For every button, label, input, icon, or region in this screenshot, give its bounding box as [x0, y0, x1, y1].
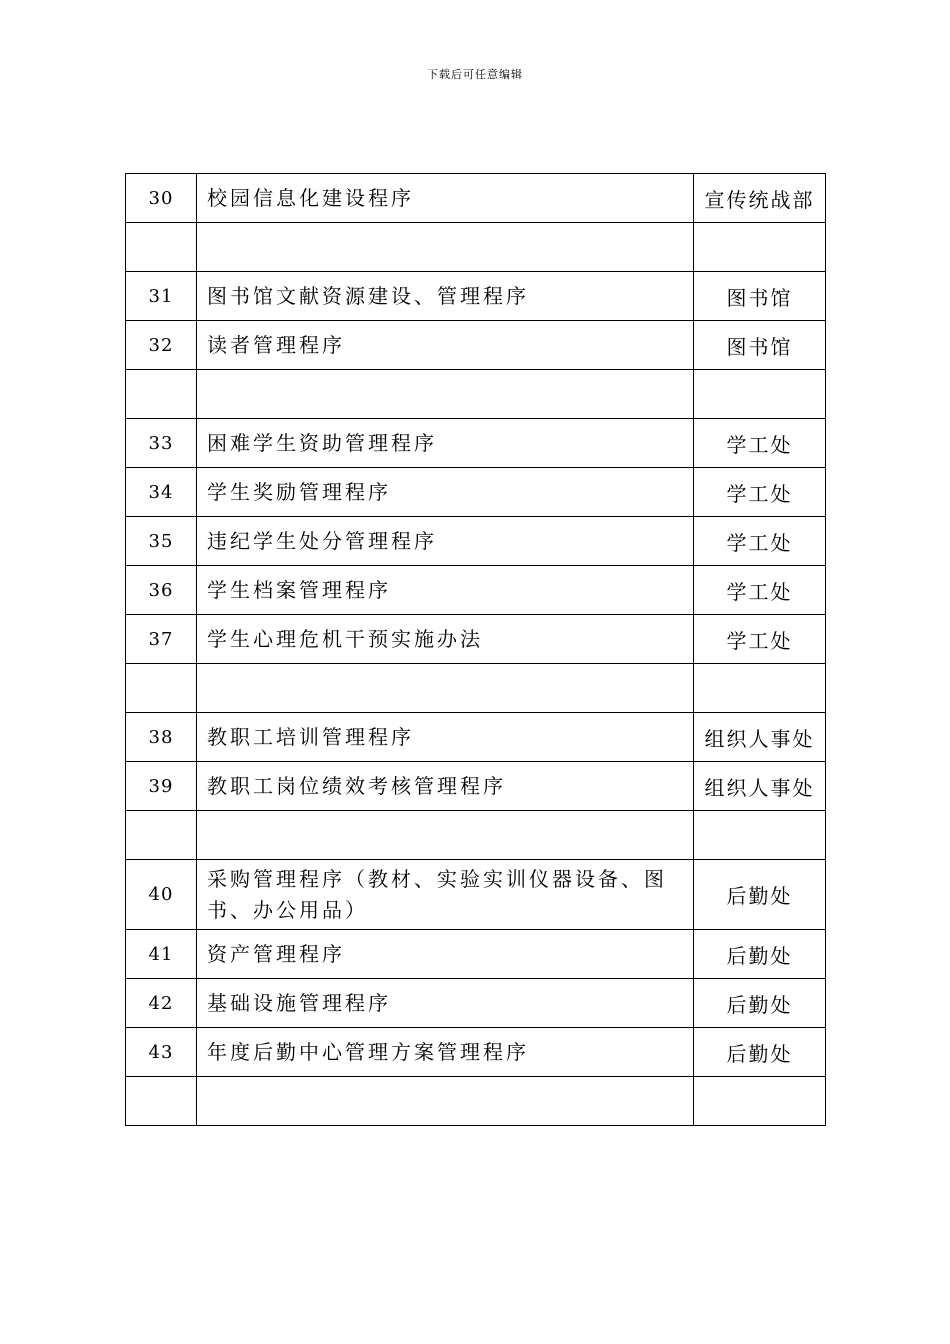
- procedure-name: 学生奖励管理程序: [197, 468, 694, 517]
- table-row: [126, 419, 826, 468]
- table-row-blank: [126, 370, 826, 419]
- row-number: [126, 1077, 197, 1126]
- table-row-blank: [126, 1077, 826, 1126]
- procedure-name: [197, 223, 694, 272]
- department: 学工处: [694, 468, 826, 517]
- procedure-name: [197, 664, 694, 713]
- procedure-name: 困难学生资助管理程序: [197, 419, 694, 468]
- department: 学工处: [694, 615, 826, 664]
- table-row-blank: [126, 664, 826, 713]
- row-number: 34: [126, 468, 197, 517]
- table-row-blank: [126, 811, 826, 860]
- department: 后勤处: [694, 930, 826, 979]
- department: [694, 370, 826, 419]
- table-row: [126, 979, 826, 1028]
- row-number: 33: [126, 419, 197, 468]
- department: 图书馆: [694, 321, 826, 370]
- row-number: 43: [126, 1028, 197, 1077]
- procedure-name: 基础设施管理程序: [197, 979, 694, 1028]
- procedure-name: 读者管理程序: [197, 321, 694, 370]
- table-row: [126, 860, 826, 930]
- department: 后勤处: [694, 979, 826, 1028]
- department: 宣传统战部: [694, 174, 826, 223]
- department: [694, 223, 826, 272]
- row-number: 37: [126, 615, 197, 664]
- table-row: [126, 713, 826, 762]
- procedure-name: 图书馆文献资源建设、管理程序: [197, 272, 694, 321]
- department: 组织人事处: [694, 762, 826, 811]
- procedure-name: [197, 1077, 694, 1126]
- procedure-table: [125, 173, 826, 1126]
- row-number: 40: [126, 860, 197, 930]
- row-number: [126, 811, 197, 860]
- department: [694, 664, 826, 713]
- row-number: [126, 223, 197, 272]
- procedure-name: [197, 811, 694, 860]
- procedure-name: [197, 370, 694, 419]
- procedure-name: 资产管理程序: [197, 930, 694, 979]
- table-row: [126, 615, 826, 664]
- table-row: [126, 174, 826, 223]
- department: 图书馆: [694, 272, 826, 321]
- row-number: 32: [126, 321, 197, 370]
- department: 组织人事处: [694, 713, 826, 762]
- table-row: [126, 517, 826, 566]
- row-number: 42: [126, 979, 197, 1028]
- table-row: [126, 762, 826, 811]
- row-number: 31: [126, 272, 197, 321]
- procedure-name: 采购管理程序（教材、实验实训仪器设备、图书、办公用品）: [197, 860, 694, 930]
- department: 学工处: [694, 517, 826, 566]
- table-row: [126, 566, 826, 615]
- procedure-name: 年度后勤中心管理方案管理程序: [197, 1028, 694, 1077]
- procedure-name: 违纪学生处分管理程序: [197, 517, 694, 566]
- row-number: [126, 370, 197, 419]
- table-row-blank: [126, 223, 826, 272]
- procedure-name: 教职工岗位绩效考核管理程序: [197, 762, 694, 811]
- procedure-name: 学生心理危机干预实施办法: [197, 615, 694, 664]
- department: 学工处: [694, 419, 826, 468]
- page-header-note: 下载后可任意编辑: [427, 68, 523, 81]
- row-number: 39: [126, 762, 197, 811]
- department: [694, 1077, 826, 1126]
- procedure-name: 教职工培训管理程序: [197, 713, 694, 762]
- department: 学工处: [694, 566, 826, 615]
- department: [694, 811, 826, 860]
- table-row: [126, 930, 826, 979]
- procedure-name: 校园信息化建设程序: [197, 174, 694, 223]
- table-row: [126, 321, 826, 370]
- row-number: 41: [126, 930, 197, 979]
- department: 后勤处: [694, 1028, 826, 1077]
- table-row: [126, 272, 826, 321]
- row-number: 38: [126, 713, 197, 762]
- table-row: [126, 1028, 826, 1077]
- procedure-name: 学生档案管理程序: [197, 566, 694, 615]
- table-row: [126, 468, 826, 517]
- row-number: 36: [126, 566, 197, 615]
- department: 后勤处: [694, 860, 826, 930]
- row-number: 30: [126, 174, 197, 223]
- row-number: 35: [126, 517, 197, 566]
- row-number: [126, 664, 197, 713]
